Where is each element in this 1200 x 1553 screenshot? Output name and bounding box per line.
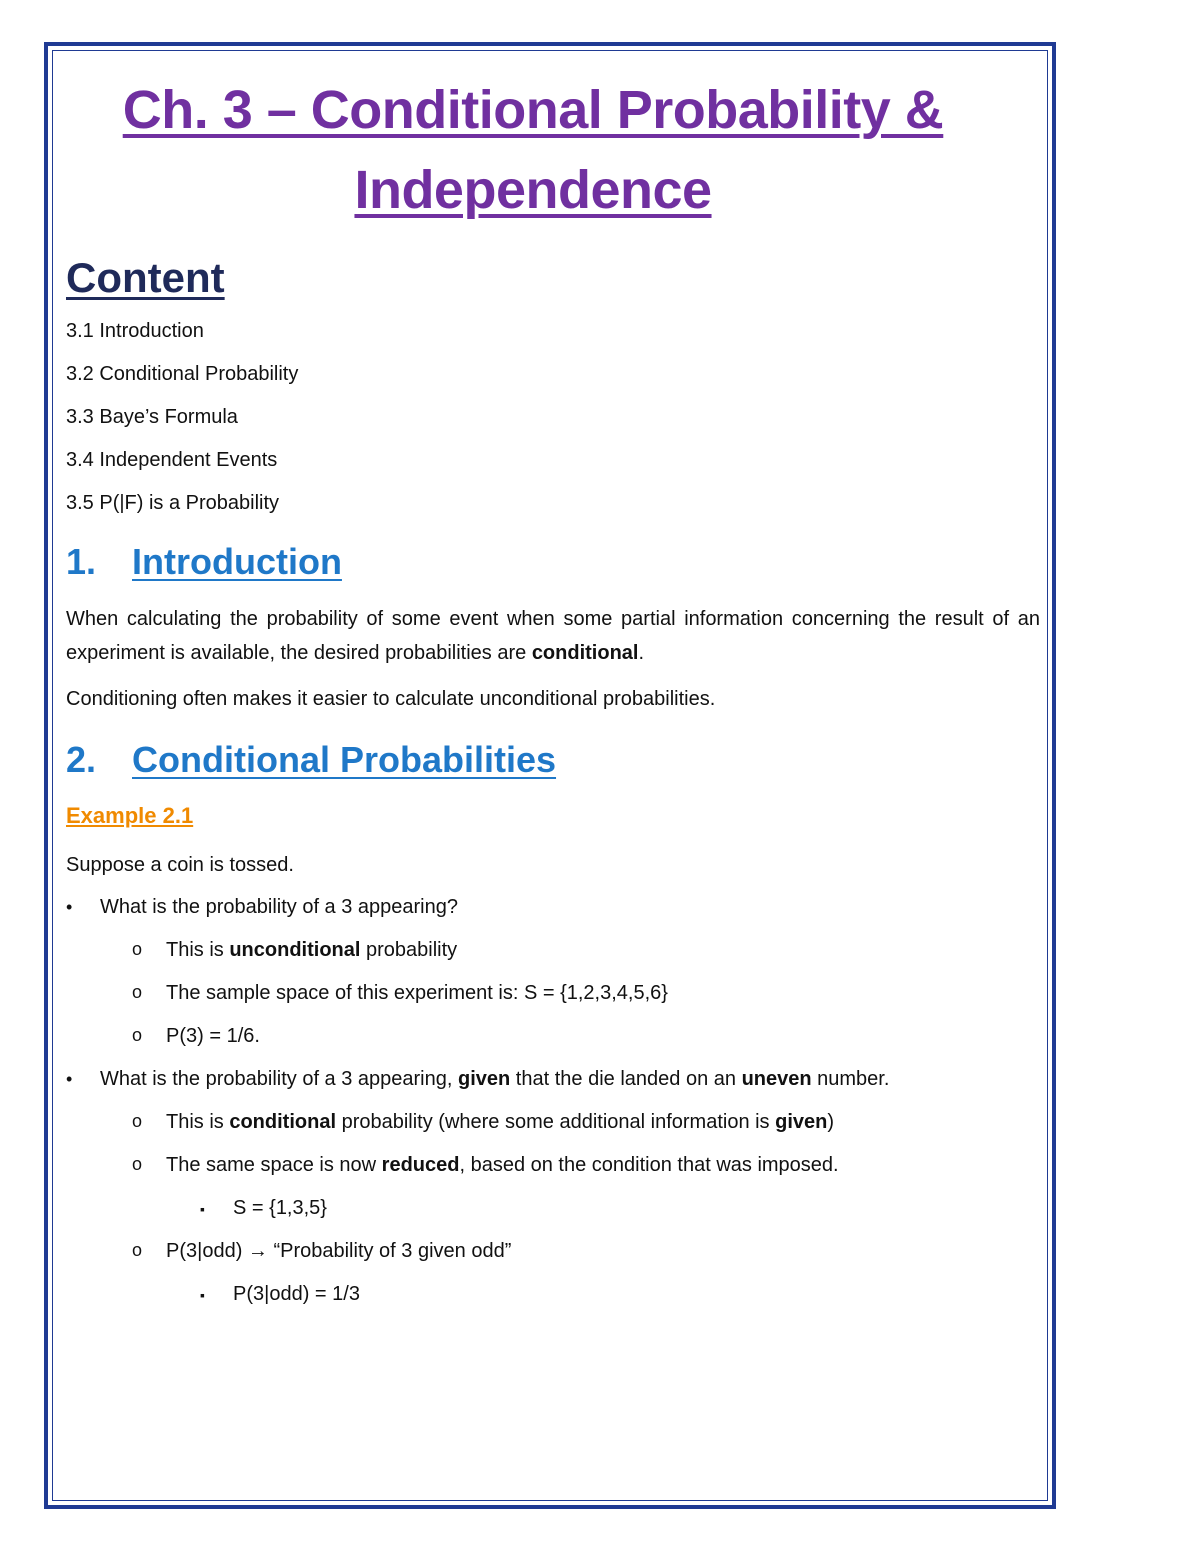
- square-bullet-icon: ▪: [200, 1287, 205, 1303]
- square-bullet-icon: ▪: [200, 1201, 205, 1217]
- toc-item: 3.5 P(|F) is a Probability: [66, 492, 280, 514]
- circle-bullet-icon: o: [132, 1240, 143, 1260]
- example-intro: Suppose a coin is tossed.: [66, 854, 294, 876]
- list-item: ▪ S = {1,3,5}: [200, 1197, 327, 1219]
- section-heading-conditional: [66, 738, 1040, 782]
- list-item: o P(3) = 1/6.: [132, 1025, 260, 1047]
- list-item: • What is the probability of a 3 appearing, given that the die landed on an uneven number.: [66, 1068, 890, 1090]
- title-line-2: Independence: [354, 160, 712, 220]
- bullet-icon: •: [66, 1069, 73, 1089]
- list-item: o This is conditional probability (where some additional information is given): [132, 1111, 835, 1133]
- section-number: 2.: [66, 739, 97, 780]
- title-line-1: Ch. 3 – Conditional Probability &: [122, 80, 944, 140]
- table-of-contents: [66, 320, 1040, 514]
- document-title: [66, 70, 1040, 230]
- list-item: o The sample space of this experiment is: S = {1,2,3,4,5,6}: [132, 982, 668, 1004]
- section-number: 1.: [66, 541, 97, 582]
- circle-bullet-icon: o: [132, 939, 143, 959]
- document-body: [66, 70, 1040, 1326]
- list-item: • What is the probability of a 3 appearing?: [66, 896, 458, 918]
- list-item: o P(3|odd) → “Probability of 3 given odd”: [132, 1240, 512, 1262]
- bullet-icon: •: [66, 897, 73, 917]
- intro-paragraph-2: Conditioning often makes it easier to calculate unconditional probabilities.: [66, 688, 716, 710]
- circle-bullet-icon: o: [132, 982, 143, 1002]
- toc-item: 3.4 Independent Events: [66, 449, 278, 471]
- toc-item: 3.2 Conditional Probability: [66, 363, 299, 385]
- list-item: ▪ P(3|odd) = 1/3: [200, 1283, 360, 1305]
- list-item: o The same space is now reduced, based on the condition that was imposed.: [132, 1154, 839, 1176]
- list-item: o This is unconditional probability: [132, 939, 458, 961]
- toc-item: 3.1 Introduction: [66, 320, 204, 342]
- example-label: Example 2.1: [66, 803, 194, 828]
- section-title: Conditional Probabilities: [132, 739, 557, 780]
- section-title: Introduction: [132, 541, 342, 582]
- toc-heading: Content: [66, 254, 225, 301]
- intro-paragraph-1: When calculating the probability of some event when some partial information concerning the result of an experiment is available, the desired probabilities are conditional.: [66, 608, 1040, 664]
- toc-item: 3.3 Baye’s Formula: [66, 406, 238, 428]
- circle-bullet-icon: o: [132, 1111, 143, 1131]
- circle-bullet-icon: o: [132, 1154, 143, 1174]
- section-heading-introduction: [66, 540, 1040, 584]
- circle-bullet-icon: o: [132, 1025, 143, 1045]
